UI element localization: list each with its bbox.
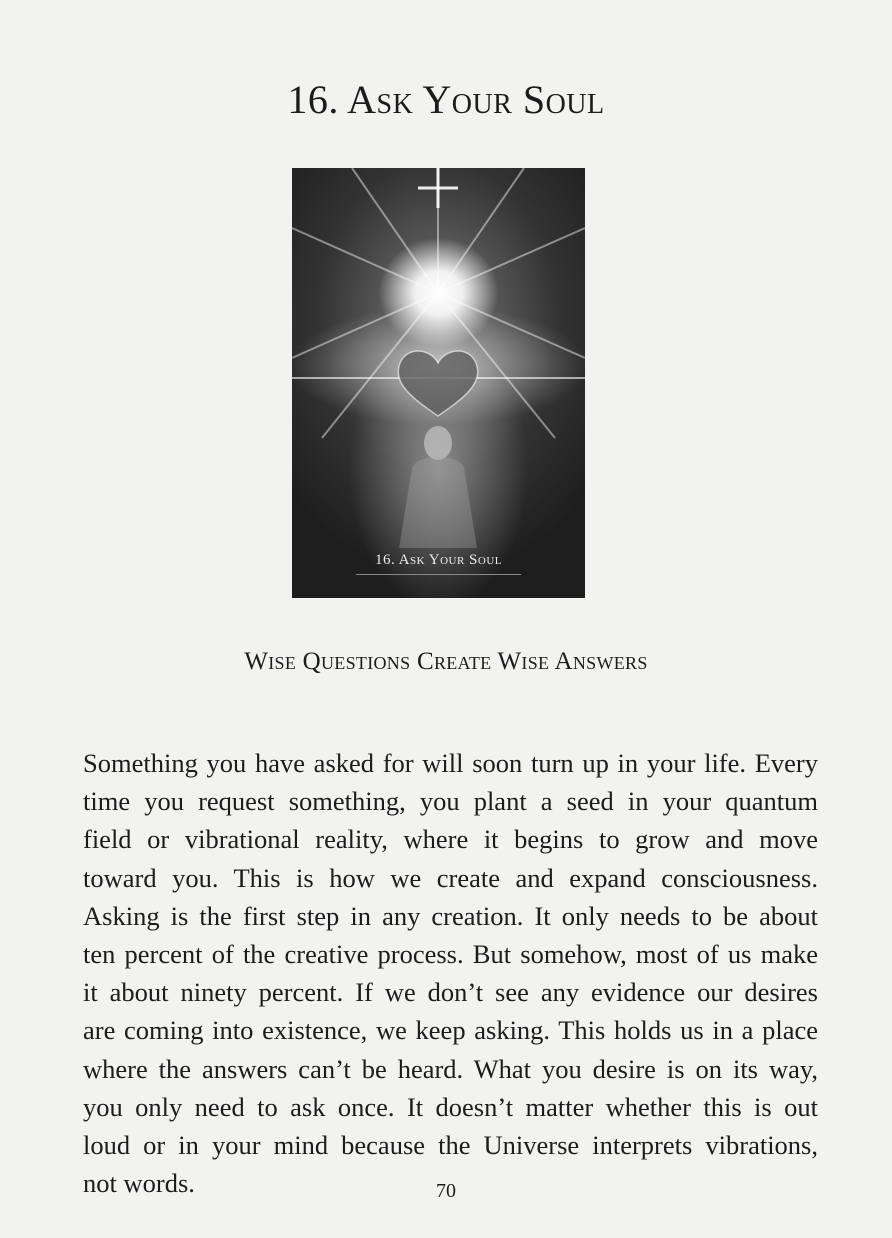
page-title: 16. Ask Your Soul <box>287 77 605 122</box>
body-line: time you request something, you plant a seed in your quantum <box>83 786 818 817</box>
body-line: Something you have asked for will soon turn up in your life. Every <box>83 748 818 778</box>
body-line: you only need to ask once. It doesn’t matter whether this is out <box>83 1091 818 1122</box>
body-line: Asking is the first step in any creation. It only needs to be about <box>83 900 818 931</box>
page-number: 70 <box>436 1180 456 1202</box>
body-line: it about ninety percent. If we don’t see any evidence our desires <box>83 977 818 1008</box>
body-line: field or vibrational reality, where it begins to grow and move <box>83 824 818 855</box>
card-caption-rule <box>356 574 521 575</box>
light-rays-illustration <box>292 168 585 598</box>
oracle-card-image <box>292 168 585 598</box>
body-line: ten percent of the creative process. But somehow, most of us make <box>83 939 818 970</box>
body-line: toward you. This is how we create and expand consciousness. <box>83 862 818 893</box>
section-heading: Wise Questions Create Wise Answers <box>244 648 648 675</box>
heart-icon <box>398 351 478 416</box>
body-line: are coming into existence, we keep asking. This holds us in a place <box>83 1015 818 1046</box>
body-line: not words. <box>83 1168 195 1199</box>
body-paragraph <box>83 744 818 1202</box>
card-caption: 16. Ask Your Soul <box>374 552 503 568</box>
body-line: where the answers can’t be heard. What you desire is on its way, <box>83 1053 818 1084</box>
body-line: loud or in your mind because the Universe interprets vibrations, <box>83 1130 818 1161</box>
